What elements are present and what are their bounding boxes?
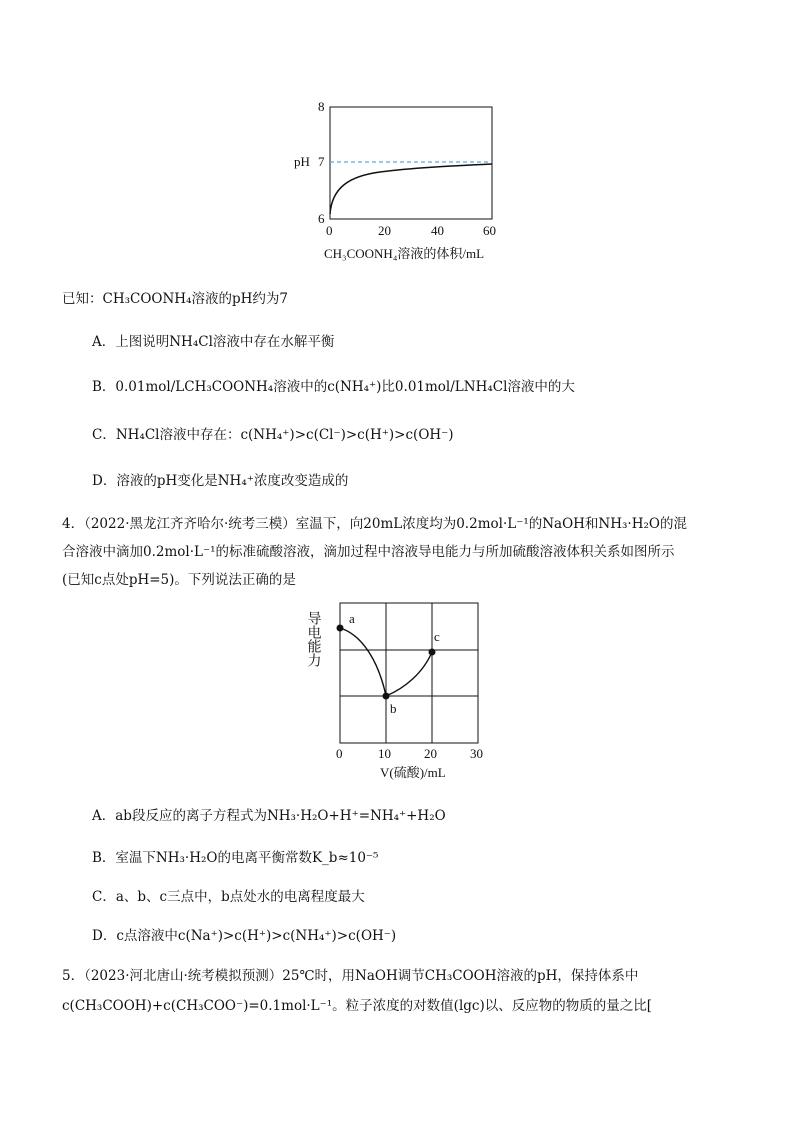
conductivity-plot <box>305 593 505 783</box>
plot1-xtick-60: 60 <box>483 223 496 238</box>
q5-stem-line1: 5．（2023·河北唐山·统考模拟预测）25℃时，用NaOH调节CH₃COOH溶液的pH，保持体系中 <box>62 968 639 984</box>
plot1-xtick-0: 0 <box>326 223 333 238</box>
q4-option-c: C．a、b、c三点中，b点处水的电离程度最大 <box>92 889 365 905</box>
plot1-xlabel: CH₃COONH₄溶液的体积/mL <box>324 246 485 261</box>
plot1-ytick-7: 7 <box>318 154 325 169</box>
plot1-ph-curve <box>330 164 492 214</box>
plot2-label-b: b <box>390 701 397 716</box>
plot1-ytick-8: 8 <box>318 99 325 114</box>
q3-option-d: D．溶液的pH变化是NH₄⁺浓度改变造成的 <box>92 473 349 489</box>
plot2-xtick-10: 10 <box>378 746 391 761</box>
plot2-xlabel: V(硫酸)/mL <box>380 765 446 780</box>
plot1-xtick-40: 40 <box>431 223 444 238</box>
q4-stem-line1: 4．（2022·黑龙江齐齐哈尔·统考三模）室温下，向20mL浓度均为0.2mol·L⁻¹的NaOH和NH₃·H₂O的混 <box>62 516 687 532</box>
plot2-label-c: c <box>434 629 440 644</box>
plot1-frame <box>330 107 492 219</box>
q4-stem-line2: 合溶液中滴加0.2mol·L⁻¹的标准硫酸溶液，滴加过程中溶液导电能力与所加硫酸溶液体积关系如图所示 <box>62 544 675 560</box>
plot2-point-a <box>337 625 344 632</box>
plot1-ylabel: pH <box>294 154 310 169</box>
ph-curve-plot <box>290 92 520 264</box>
plot2-xtick-20: 20 <box>424 746 437 761</box>
q5-stem-line2: c(CH₃COOH)+c(CH₃COO⁻)=0.1mol·L⁻¹。粒子浓度的对数值(lgc)以、反应物的物质的量之比[ <box>62 998 652 1014</box>
q4-option-a: A．ab段反应的离子方程式为NH₃·H₂O+H⁺=NH₄⁺+H₂O <box>92 808 446 824</box>
q4-option-d: D．c点溶液中c(Na⁺)>c(H⁺)>c(NH₄⁺)>c(OH⁻) <box>92 928 397 944</box>
plot1-ytick-6: 6 <box>318 211 325 226</box>
plot2-xtick-0: 0 <box>336 746 343 761</box>
plot2-curve-bc <box>386 652 432 696</box>
q4-option-b: B．室温下NH₃·H₂O的电离平衡常数K_b≈10⁻⁵ <box>92 850 379 866</box>
plot2-point-b <box>383 693 390 700</box>
q3-option-c: C．NH₄Cl溶液中存在：c(NH₄⁺)>c(Cl⁻)>c(H⁺)>c(OH⁻) <box>92 427 454 443</box>
plot2-ylabel: 导电能力 <box>305 611 321 667</box>
plot2-xtick-30: 30 <box>470 746 483 761</box>
q3-known: 已知：CH₃COONH₄溶液的pH约为7 <box>62 291 288 307</box>
plot2-label-a: a <box>349 611 355 626</box>
plot1-xtick-20: 20 <box>378 223 391 238</box>
q3-option-b: B．0.01mol/LCH₃COONH₄溶液中的c(NH₄⁺)比0.01mol/LNH₄Cl溶液中的大 <box>92 379 575 395</box>
q3-option-a: A．上图说明NH₄Cl溶液中存在水解平衡 <box>92 334 335 350</box>
plot2-point-c <box>429 649 436 656</box>
plot2-curve-ab <box>340 628 386 696</box>
q4-stem-line3: (已知c点处pH=5)。下列说法正确的是 <box>62 572 296 588</box>
plot2-grid <box>340 603 478 743</box>
